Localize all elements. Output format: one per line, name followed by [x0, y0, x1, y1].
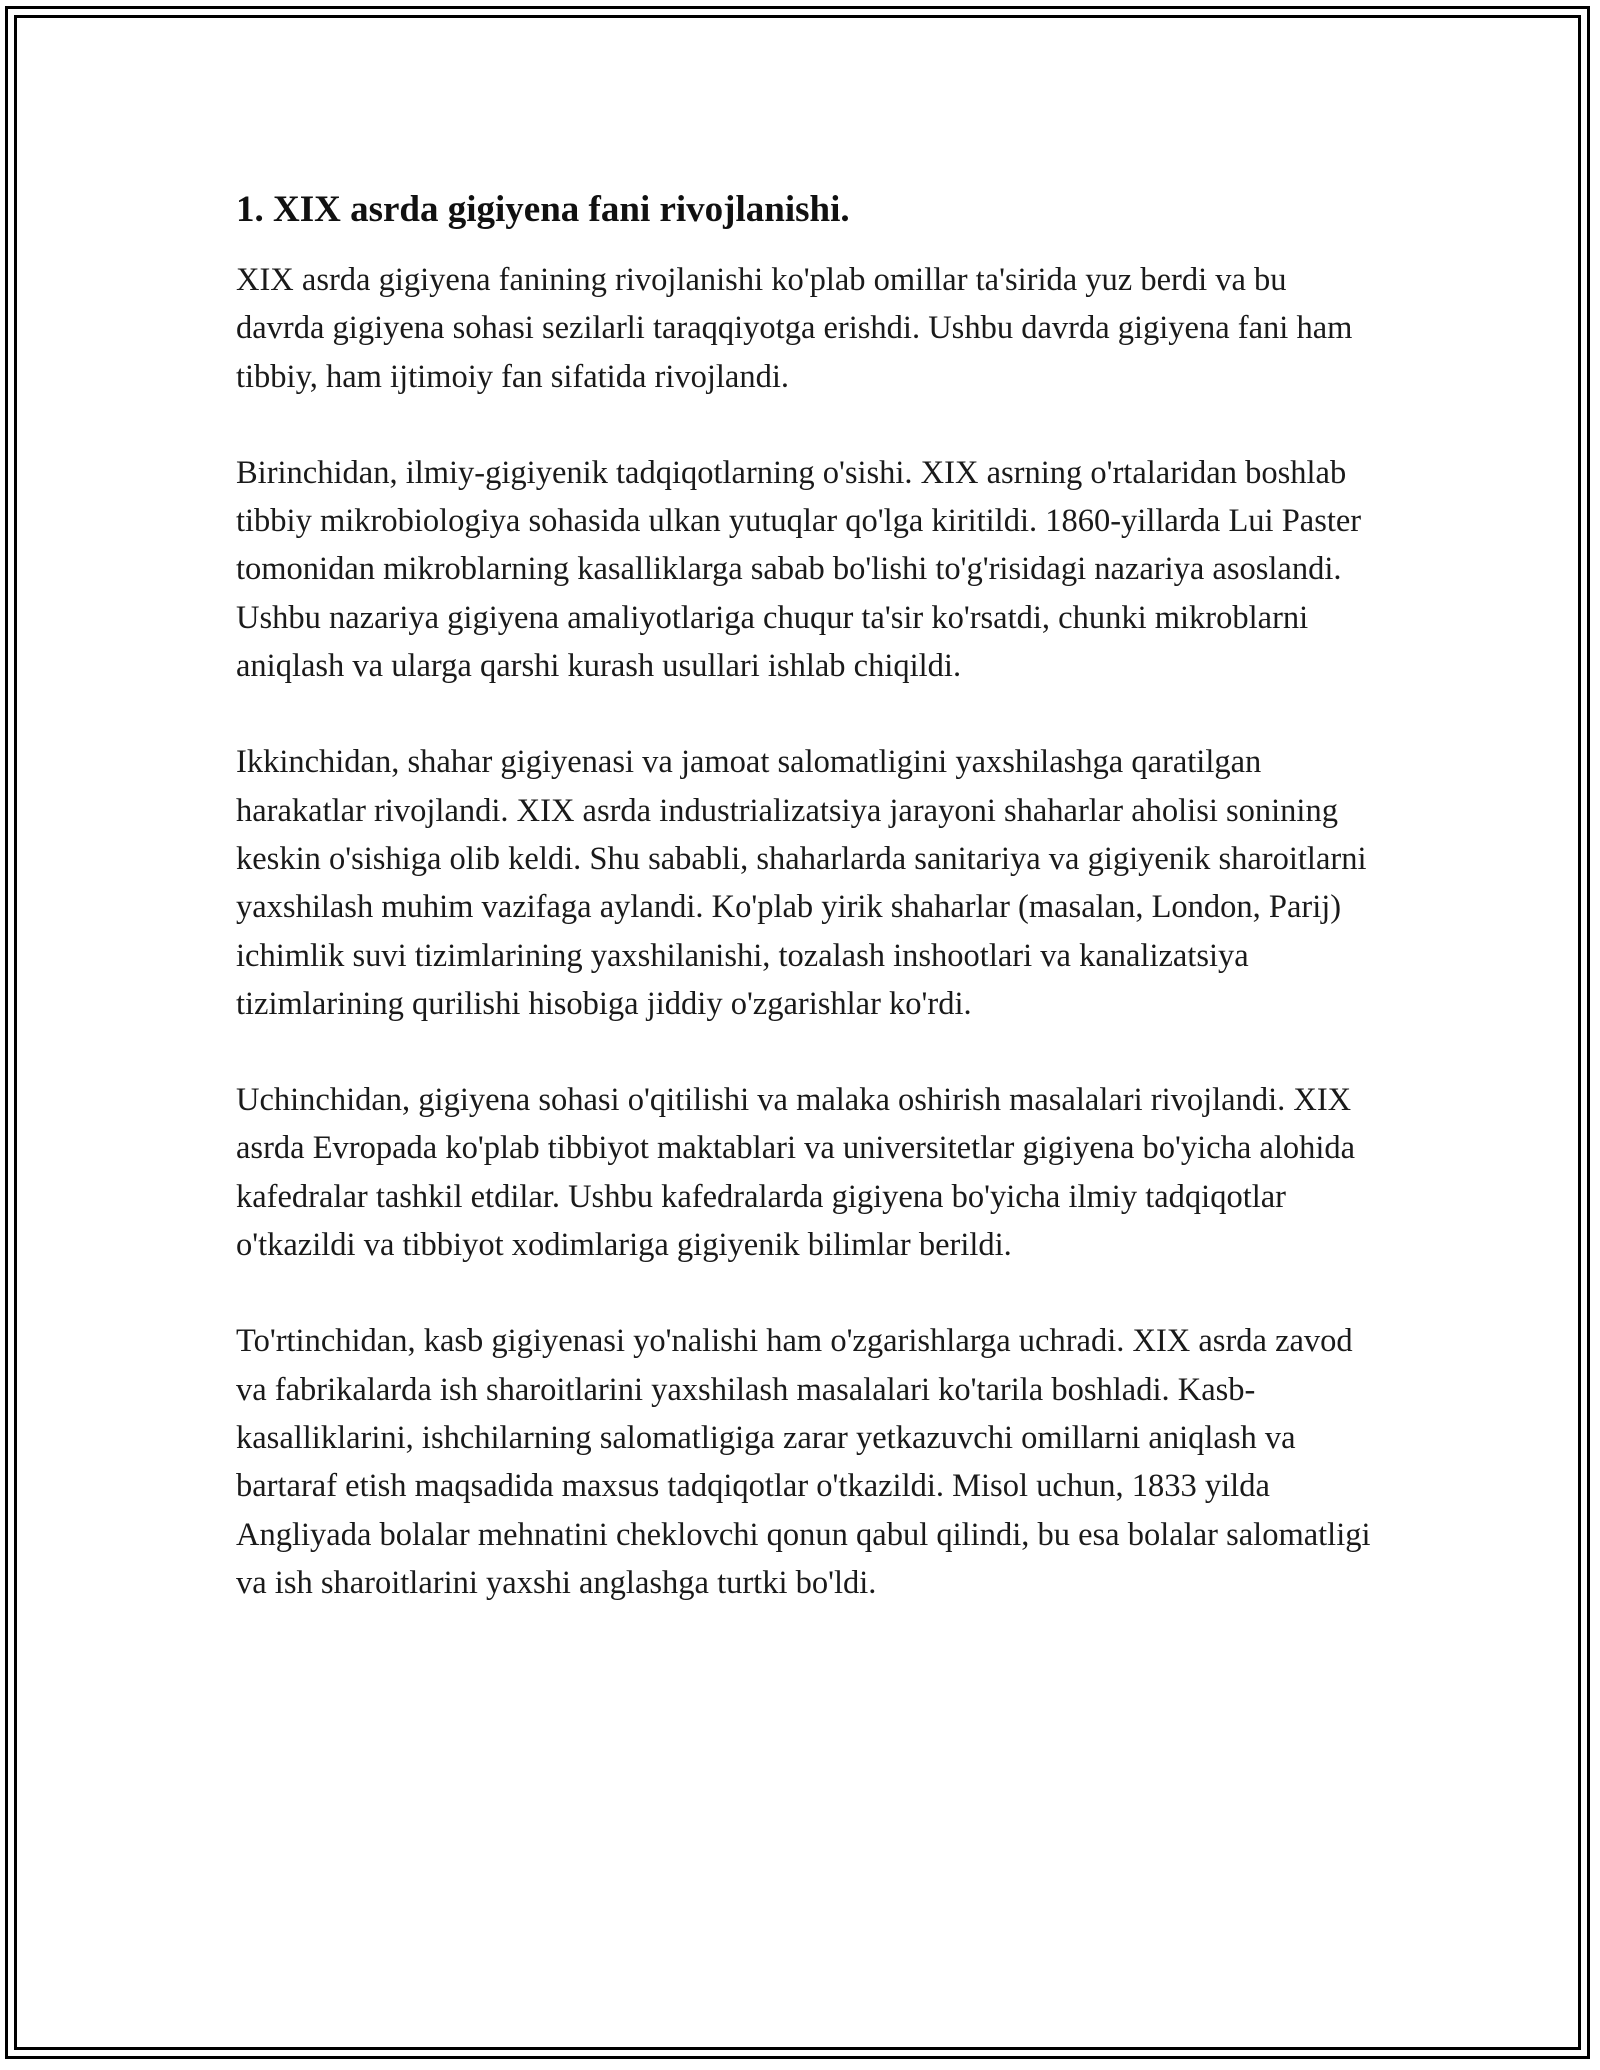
section-heading: 1. XIX asrda gigiyena fani rivojlanishi.: [236, 189, 850, 230]
paragraph-second: Ikkinchidan, shahar gigiyenasi va jamoat salomatligini yaxshilashga qaratilgan harakatlar rivojlandi. XIX asrda industrializatsiya jarayoni shaharlar aholisi sonining keskin o'sishiga olib keldi. Shu sababli, shaharlarda sanitariya va gigiyenik sharoitlarni yaxshilash muhim vazifaga aylandi. Ko'plab yirik shaharlar (masalan, London, Parij) ichimlik suvi tizimlarining yaxshilanishi, tozalash inshootlari va kanalizatsiya tizimlarining qurilishi hisobiga jiddiy o'zgarishlar ko'rdi.: [236, 744, 1367, 1022]
paragraph-fourth: To'rtinchidan, kasb gigiyenasi yo'nalishi ham o'zgarishlarga uchradi. XIX asrda zavod va fabrikalarda ish sharoitlarini yaxshilash masalalari ko'tarila boshladi. Kasb-kasalliklarini, ishchilarning salomatligiga zarar yetkazuvchi omillarni aniqlash va bartaraf etish maqsadida maxsus tadqiqotlar o'tkazildi. Misol uchun, 1833 yilda Angliyada bolalar mehnatini cheklovchi qonun qabul qilindi, bu esa bolalar salomatligi va ish sharoitlarini yaxshi anglashga turtki bo'ldi.: [236, 1323, 1371, 1601]
paragraph-intro: XIX asrda gigiyena fanining rivojlanishi ko'plab omillar ta'sirida yuz berdi va bu davrda gigiyena sohasi sezilarli taraqqiyotga erishdi. Ushbu davrda gigiyena fani ham tibbiy, ham ijtimoiy fan sifatida rivojlandi.: [236, 262, 1353, 395]
paragraph-third: Uchinchidan, gigiyena sohasi o'qitilishi va malaka oshirish masalalari rivojlandi. XIX asrda Evropada ko'plab tibbiyot maktablari va universitetlar gigiyena bo'yicha alohida kafedralar tashkil etdilar. Ushbu kafedralarda gigiyena bo'yicha ilmiy tadqiqotlar o'tkazildi va tibbiyot xodimlariga gigiyenik bilimlar berildi.: [236, 1082, 1356, 1264]
document-body: [236, 186, 1376, 1655]
paragraph-first: Birinchidan, ilmiy-gigiyenik tadqiqotlarning o'sishi. XIX asrning o'rtalaridan boshlab tibbiy mikrobiologiya sohasida ulkan yutuqlar qo'lga kiritildi. 1860-yillarda Lui Paster tomonidan mikroblarning kasalliklarga sabab bo'lishi to'g'risidagi nazariya asoslandi. Ushbu nazariya gigiyena amaliyotlariga chuqur ta'sir ko'rsatdi, chunki mikroblarni aniqlash va ularga qarshi kurash usullari ishlab chiqildi.: [236, 454, 1362, 685]
